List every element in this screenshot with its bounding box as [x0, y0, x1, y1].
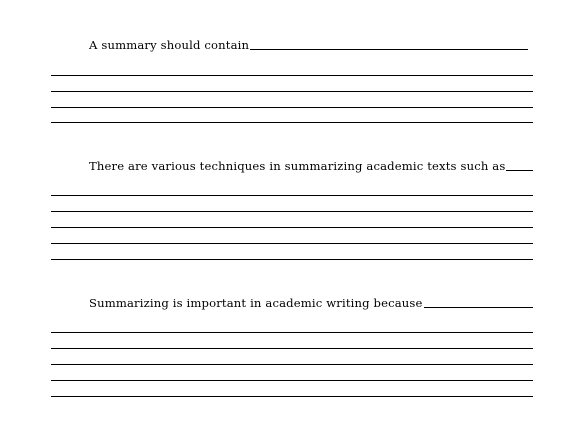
question-3-answer-line[interactable] [51, 348, 533, 349]
question-1-blank[interactable] [250, 49, 528, 50]
question-2-prompt-row [89, 160, 533, 173]
question-3-prompt-row [89, 297, 533, 310]
question-3-prompt: Summarizing is important in academic writing because [89, 296, 423, 310]
question-2-blank[interactable] [506, 170, 533, 171]
question-1-answer-line[interactable] [51, 107, 533, 108]
question-2-answer-line[interactable] [51, 211, 533, 212]
question-3-answer-line[interactable] [51, 396, 533, 397]
question-2-answer-line[interactable] [51, 227, 533, 228]
question-2-answer-line[interactable] [51, 243, 533, 244]
question-1-answer-line[interactable] [51, 122, 533, 123]
question-2-answer-line[interactable] [51, 259, 533, 260]
question-1-answer-line[interactable] [51, 91, 533, 92]
question-1-prompt: A summary should contain [89, 38, 250, 52]
question-1-prompt-row [89, 39, 528, 52]
question-1-answer-line[interactable] [51, 75, 533, 76]
question-3-blank[interactable] [424, 307, 533, 308]
question-2-prompt: There are various techniques in summarizing academic texts such as [89, 159, 506, 173]
question-3-answer-line[interactable] [51, 332, 533, 333]
question-3-answer-line[interactable] [51, 380, 533, 381]
question-3-answer-line[interactable] [51, 364, 533, 365]
question-2-answer-line[interactable] [51, 195, 533, 196]
